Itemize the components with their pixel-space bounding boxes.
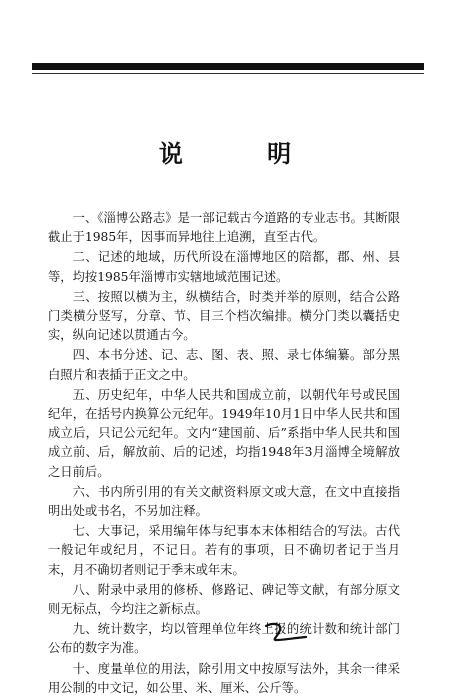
paragraph: 十、度量单位的用法，除引用文中按原写法外，其余一律采用公制的中文记，如公里、米、厘米、公斤等。 [48,661,400,695]
paragraph: 一、《淄博公路志》是一部记载古今道路的专业志书。其断限截止于1985年，因事而异地往上追溯，直至古代。 [48,211,400,245]
body-text [48,209,400,699]
paragraph: 二、记述的地域，历代所设在淄博地区的陪都，郡、州、县等，均按1985年淄博市实辖地域范围记述。 [48,250,400,284]
header-rule-thick [32,63,424,70]
paragraph: 八、附录中录用的修桥、修路记、碑记等文献，有部分原文则无标点，今均注之新标点。 [48,582,400,617]
paragraph: 七、大事记，采用编年体与纪事本末体相结合的写法。古代一般记年或纪月，不记日。若有的事项，日不确切者记于当月末，月不确切者则记于季末或年末。 [48,524,400,577]
paragraph: 九、统计数字，均以管理单位年终上报的统计数和统计部门公布的数字为准。 [48,622,400,656]
handwritten-page-mark [262,620,310,644]
paragraph: 五、历史纪年，中华人民共和国成立前，以朝代年号或民国纪年，在括号内换算公元纪年。1949年10月1日中华人民共和国成立后，只记公元纪年。文内“建国前、后”系指中华人民共和国成立前、后，解放前、后的记述，均指1948年3月淄博全境解放之日前后。 [48,387,400,479]
page-title: 说 明 [158,139,330,168]
paragraph: 四、本书分述、记、志、图、表、照、录七体编纂。部分黑白照片和表插于正文之中。 [48,348,400,382]
header-rule-thin [32,73,424,74]
paragraph: 六、书内所引用的有关文献资料原文或大意，在文中直接指明出处或书名，不另加注释。 [48,484,400,519]
paragraph: 三、按照以横为主，纵横结合，时类并举的原则，结合公路门类横分竖写，分章、节、目三个档次编排。横分门类以囊括史实，纵向记述以贯通古今。 [48,289,400,343]
